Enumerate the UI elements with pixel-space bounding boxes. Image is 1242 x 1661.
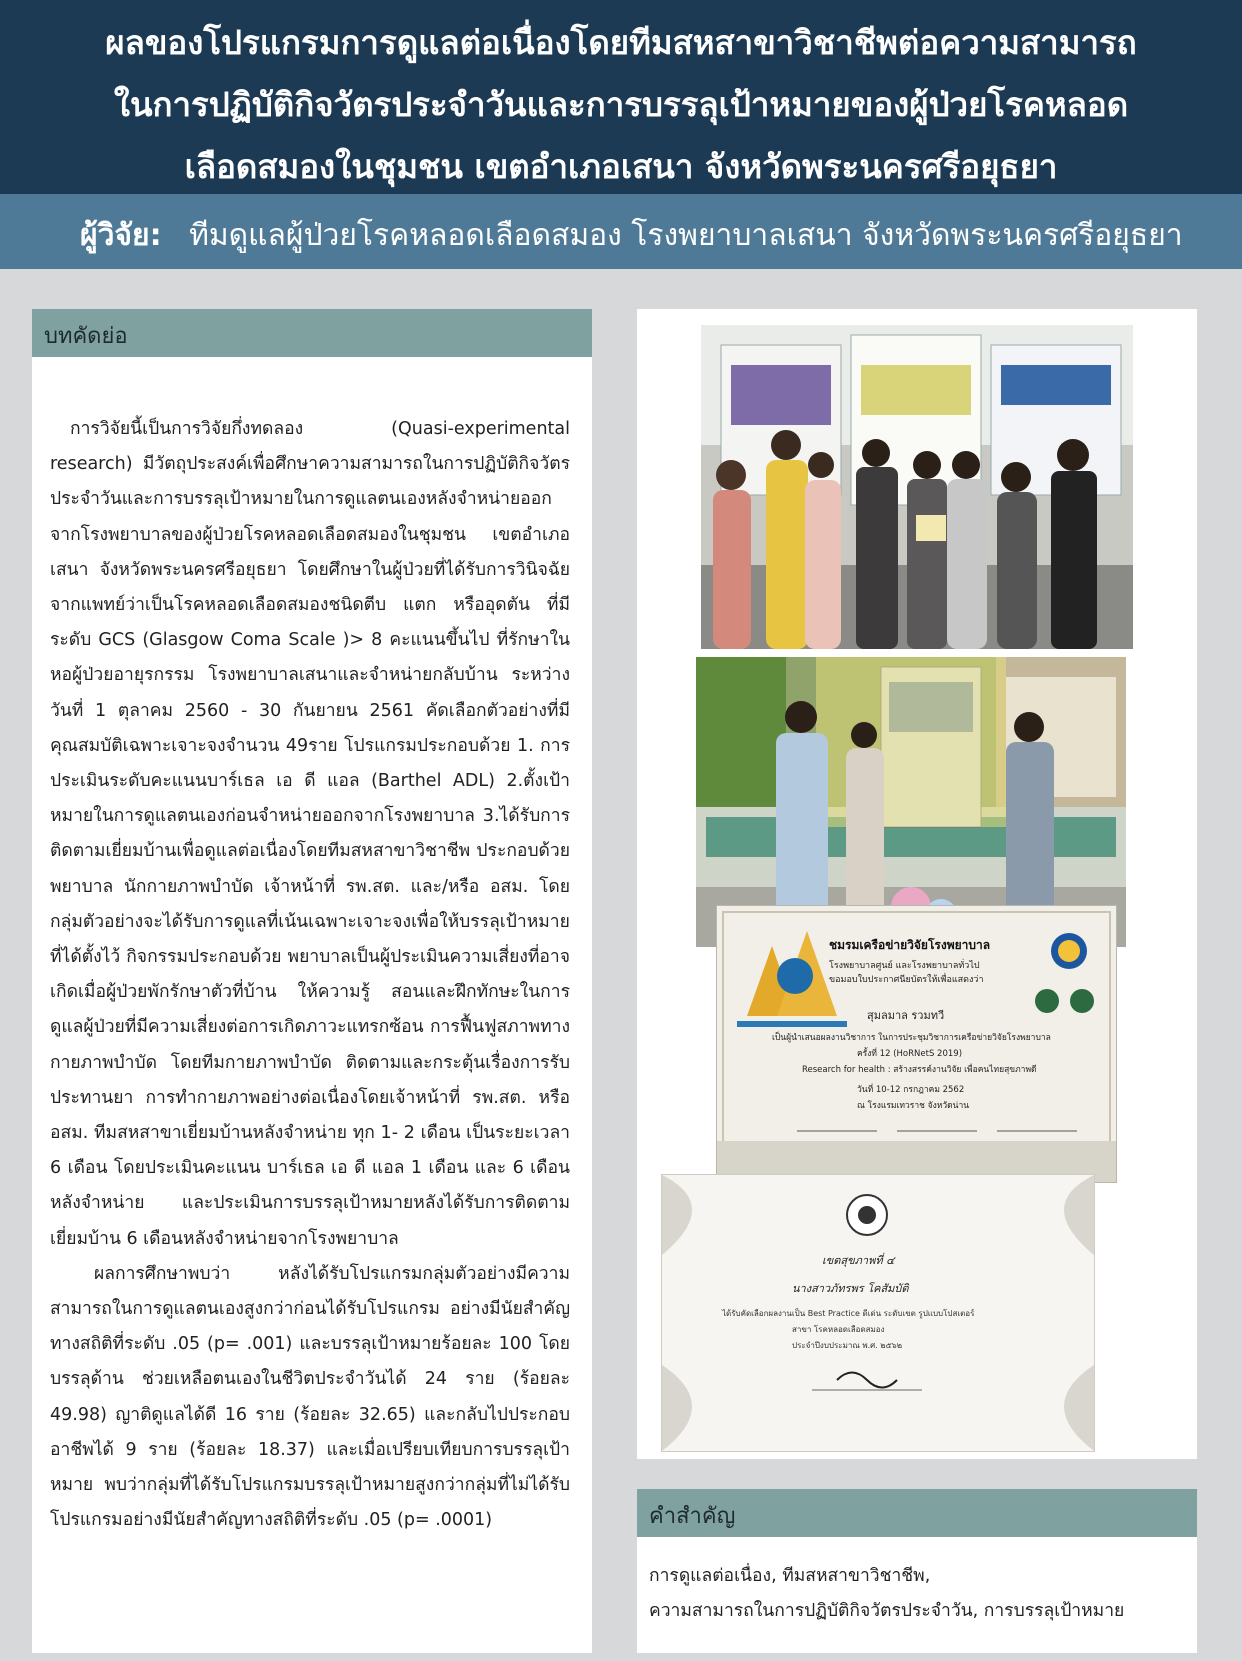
cert2-line2: สาขา โรคหลอดเลือดสมอง [792, 1325, 885, 1334]
cert1-line2: ครั้งที่ 12 (HoRNetS 2019) [857, 1049, 963, 1059]
keywords-heading: คำสำคัญ [649, 1504, 736, 1529]
certificate-1 [716, 905, 1117, 1183]
title-band [0, 0, 1242, 194]
cert2-region: เขตสุขภาพที่ ๔ [822, 1254, 895, 1267]
author-band [0, 194, 1242, 269]
abstract-body [50, 412, 570, 1539]
author-label: ผู้วิจัย: [80, 218, 162, 253]
keywords-line-2: ความสามารถในการปฏิบัติกิจวัตรประจำวัน, การบรรลุเป้าหมาย [649, 1601, 1125, 1621]
title-line-1: ผลของโปรแกรมการดูแลต่อเนื่องโดยทีมสหสาขาวิชาชีพต่อความสามารถ [105, 23, 1137, 62]
abstract-heading: บทคัดย่อ [44, 324, 128, 349]
abstract-header [32, 309, 592, 357]
cert2-line3: ประจำปีงบประมาณ พ.ศ. ๒๕๖๒ [792, 1341, 902, 1350]
cert2-name: นางสาวภัทรพร โคสัมบัติ [792, 1282, 909, 1295]
cert1-date: วันที่ 10-12 กรกฎาคม 2562 [857, 1085, 965, 1095]
poster-photo [696, 657, 1126, 947]
cert2-line1: ได้รับคัดเลือกผลงานเป็น Best Practice ดีเด่น ระดับเขต รูปแบบโปสเตอร์ [722, 1309, 975, 1318]
cert1-line1: เป็นผู้นำเสนอผลงานวิชาการ ในการประชุมวิชาการเครือข่ายวิจัยโรงพยาบาล [772, 1033, 1051, 1043]
abstract-card [32, 309, 592, 1653]
abstract-paragraph-1: การวิจัยนี้เป็นการวิจัยกึ่งทดลอง (Quasi-experimental research) มีวัตถุประสงค์เพื่อศึกษาความสามารถในการปฏิบัติกิจวัตรประจำวันและการบรรลุเป้าหมายในการดูแลตนเองหลังจำหน่ายออกจากโรงพยาบาลของผู้ป่วยโรคหลอดเลือดสมองในชุมชน เขตอำเภอเสนา จังหวัดพระนครศรีอยุธยา โดยศึกษาในผู้ป่วยที่ได้รับการวินิจฉัยจากแพทย์ว่าเป็นโรคหลอดเลือดสมองชนิดตีบ แตก หรืออุดตัน ที่มีระดับ GCS (Glasgow Coma Scale )> 8 คะแนนขึ้นไป ที่รักษาในหอผู้ป่วยอายุรกรรม โรงพยาบาลเสนาและจำหน่ายกลับบ้าน ระหว่างวันที่ 1 ตุลาคม 2560 - 30 กันยายน 2561 คัดเลือกตัวอย่างที่มีคุณสมบัติเฉพาะเจาะจงจำนวน 49ราย โปรแกรมประกอบด้วย 1. การประเมินระดับคะแนนบาร์เธล เอ ดี แอล (Barthel ADL) 2.ตั้งเป้าหมายในการดูแลตนเองก่อนจำหน่ายออกจากโรงพยาบาล 3.ได้รับการติดตามเยี่ยมบ้านเพื่อดูแลต่อเนื่องโดยทีมสหสาขาวิชาชีพ ประกอบด้วย พยาบาล นักกายภาพบำบัด เจ้าหน้าที่ รพ.สต. และ/หรือ อสม. โดยกลุ่มตัวอย่างจะได้รับการดูแลที่เน้นเฉพาะเจาะจงเพื่อให้บรรลุเป้าหมายที่ได้ตั้งไว้ กิจกรรมประกอบด้วย พยาบาลเป็นผู้ประเมินความเสี่ยงที่อาจเกิดเมื่อผู้ป่วยพักรักษาตัวที่บ้าน ให้ความรู้ สอนและฝึกทักษะในการดูแลผู้ป่วยที่มีความเสี่ยงต่อการเกิดภาวะแทรกซ้อน การฟื้นฟูสภาพทางกายภาพบำบัด โดยทีมกายภาพบำบัด ติดตามและกระตุ้นเรื่องการรับประทานยา การทำกายภาพอย่างต่อเนื่องโดยเจ้าหน้าที่ รพ.สต. หรือ อสม. ทีมสหสาขาเยี่ยมบ้านหลังจำหน่าย ทุก 1- 2 เดือน เป็นระยะเวลา 6 เดือน โดยประเมินคะแนน บาร์เธล เอ ดี แอล 1 เดือน และ 6 เดือนหลังจำหน่าย และประเมินการบรรลุเป้าหมายหลังได้รับการติดตามเยี่ยมบ้าน 6 เดือนหลังจำหน่ายจากโรงพยาบาล [50, 419, 570, 1249]
photo-card [637, 309, 1197, 1459]
cert1-title: ชมรมเครือข่ายวิจัยโรงพยาบาล [829, 938, 991, 952]
keywords-card [637, 1489, 1197, 1653]
author-value: ทีมดูแลผู้ป่วยโรคหลอดเลือดสมอง โรงพยาบาลเสนา จังหวัดพระนครศรีอยุธยา [189, 218, 1183, 253]
cert1-venue: ณ โรงแรมเทวราช จังหวัดน่าน [857, 1101, 970, 1111]
title-line-3: เลือดสมองในชุมชน เขตอำเภอเสนา จังหวัดพระนครศรีอยุธยา [184, 147, 1058, 186]
keywords-body [649, 1559, 1189, 1629]
cert1-subtitle: โรงพยาบาลศูนย์ และโรงพยาบาลทั่วไป [829, 961, 980, 971]
cert1-line3: Research for health : สร้างสรรค์งานวิจัย เพื่อคนไทยสุขภาพดี [802, 1065, 1037, 1075]
keywords-header [637, 1489, 1197, 1537]
cert1-name: สุมลมาล รวมทวี [867, 1009, 945, 1022]
title-line-2: ในการปฏิบัติกิจวัตรประจำวันและการบรรลุเป้าหมายของผู้ป่วยโรคหลอด [113, 85, 1129, 124]
author-row [80, 212, 1183, 259]
abstract-paragraph-2: ผลการศึกษาพบว่า หลังได้รับโปรแกรมกลุ่มตัวอย่างมีความสามารถในการดูแลตนเองสูงกว่าก่อนได้รับโปรแกรม อย่างมีนัยสำคัญทางสถิติที่ระดับ .05 (p= .001) และบรรลุเป้าหมายร้อยละ 100 โดยบรรลุด้าน ช่วยเหลือตนเองในชีวิตประจำวันได้ 24 ราย (ร้อยละ 49.98) ญาติดูแลได้ดี 16 ราย (ร้อยละ 32.65) และกลับไปประกอบอาชีพได้ 9 ราย (ร้อยละ 18.37) และเมื่อเปรียบเทียบการบรรลุเป้าหมาย พบว่ากลุ่มที่ได้รับโปรแกรมบรรลุเป้าหมายสูงกว่ากลุ่มที่ไม่ได้รับโปรแกรมอย่างมีนัยสำคัญทางสถิติที่ระดับ .05 (p= .0001) [50, 1263, 570, 1531]
cert1-subtitle2: ขอมอบใบประกาศนียบัตรให้เพื่อแสดงว่า [829, 975, 984, 985]
group-photo [701, 325, 1133, 649]
keywords-line-1: การดูแลต่อเนื่อง, ทีมสหสาขาวิชาชีพ, [649, 1566, 931, 1586]
certificate-2 [661, 1174, 1095, 1452]
